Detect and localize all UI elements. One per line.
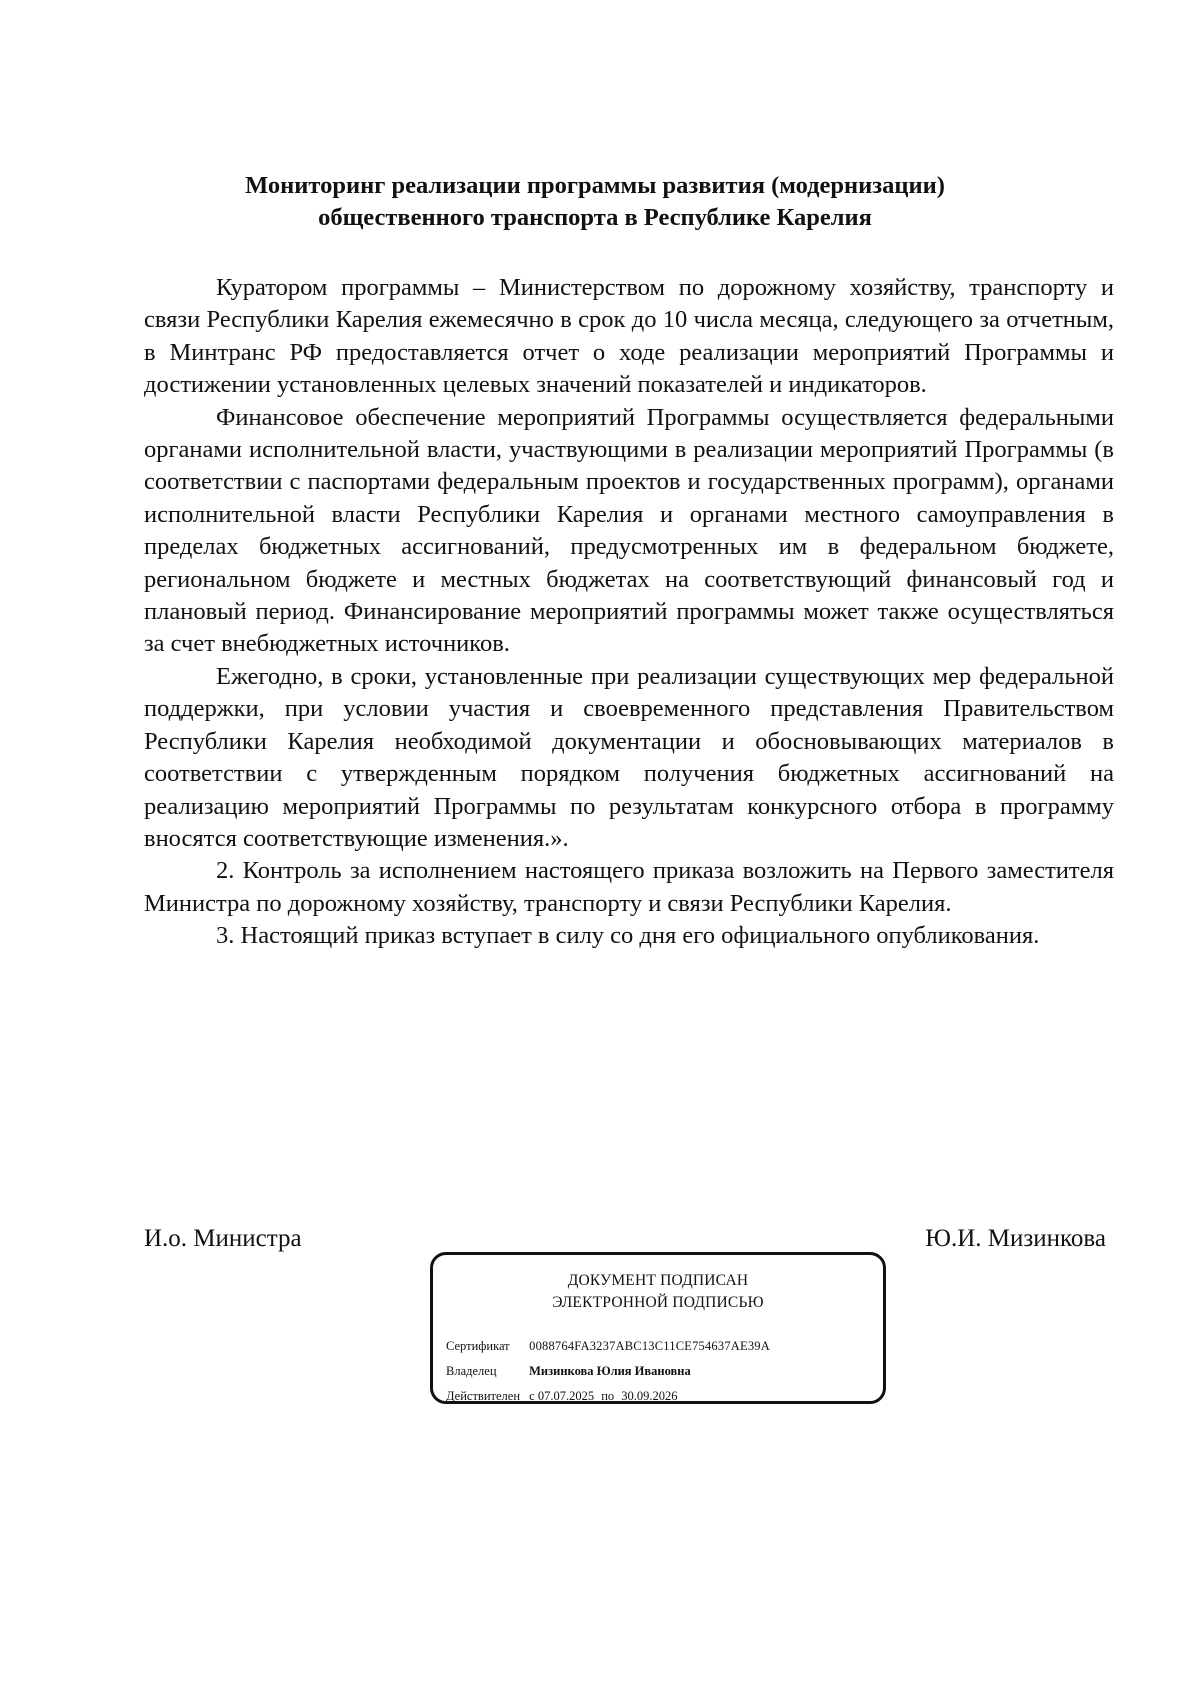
electronic-signature-stamp [430,1252,886,1404]
valid-label: Действителен [446,1389,521,1403]
stamp-header-line-1: ДОКУМЕНТ ПОДПИСАН [567,1272,749,1289]
valid-to-date: 30.09.2026 [621,1389,678,1403]
certificate-value: 0088764FA3237ABC13C11CE754637AE39A [529,1339,770,1353]
valid-to-prefix: по [601,1389,615,1403]
paragraph-annual: Ежегодно, в сроки, установленные при реализации существующих мер федеральной поддержки, при условии участия и своевременного представления Правительством Республики Карелия необходимой документации и обосновывающих материалов в соответствии с утвержденным порядком получения бюджетных ассигнований на реализацию мероприятий Программы по результатам конкурсного отбора в программу вносятся соответствующие изменения.». [144,662,1114,852]
owner-value: Мизинкова Юлия Ивановна [529,1364,691,1378]
valid-from-prefix: с [529,1389,535,1403]
owner-label: Владелец [446,1364,497,1378]
valid-from-date: 07.07.2025 [537,1389,595,1403]
document-body [144,272,1114,953]
stamp-header-line-2: ЭЛЕКТРОННОЙ ПОДПИСЬЮ [552,1294,764,1311]
certificate-label: Сертификат [446,1339,510,1353]
stamp-validity-row [446,1388,678,1404]
stamp-header [433,1270,883,1314]
document-title [140,170,1050,234]
title-line-1: Мониторинг реализации программы развития (модернизации) [245,172,945,199]
stamp-owner-row [446,1363,691,1379]
paragraph-financing: Финансовое обеспечение мероприятий Программы осуществляется федеральными органами исполнительной власти, участвующими в реализации мероприятий Программы (в соответствии с паспортами федеральным проектов и государственных программ), органами исполнительной власти Республики Карелия и органами местного самоуправления в пределах бюджетных ассигнований, предусмотренных им в федеральном бюджете, региональном бюджете и местных бюджетах на соответствующий финансовый год и плановый период. Финансирование мероприятий программы может также осуществляться за счет внебюджетных источников. [144,403,1114,658]
signatory-name: Ю.И. Мизинкова [925,1225,1106,1252]
title-line-2: общественного транспорта в Республике Карелия [318,204,872,231]
paragraph-effective: 3. Настоящий приказ вступает в силу со дня его официального опубликования. [216,922,1040,950]
signatory-position: И.о. Министра [144,1225,302,1252]
stamp-certificate-row [446,1338,770,1354]
paragraph-curator: Куратором программы – Министерством по дорожному хозяйству, транспорту и связи Республики Карелия ежемесячно в срок до 10 числа месяца, следующего за отчетным, в Минтранс РФ предоставляется отчет о ходе реализации мероприятий Программы и достижении установленных целевых значений показателей и индикаторов. [144,274,1114,399]
paragraph-control: 2. Контроль за исполнением настоящего приказа возложить на Первого заместителя Министра по дорожному хозяйству, транспорту и связи Республики Карелия. [144,857,1114,917]
